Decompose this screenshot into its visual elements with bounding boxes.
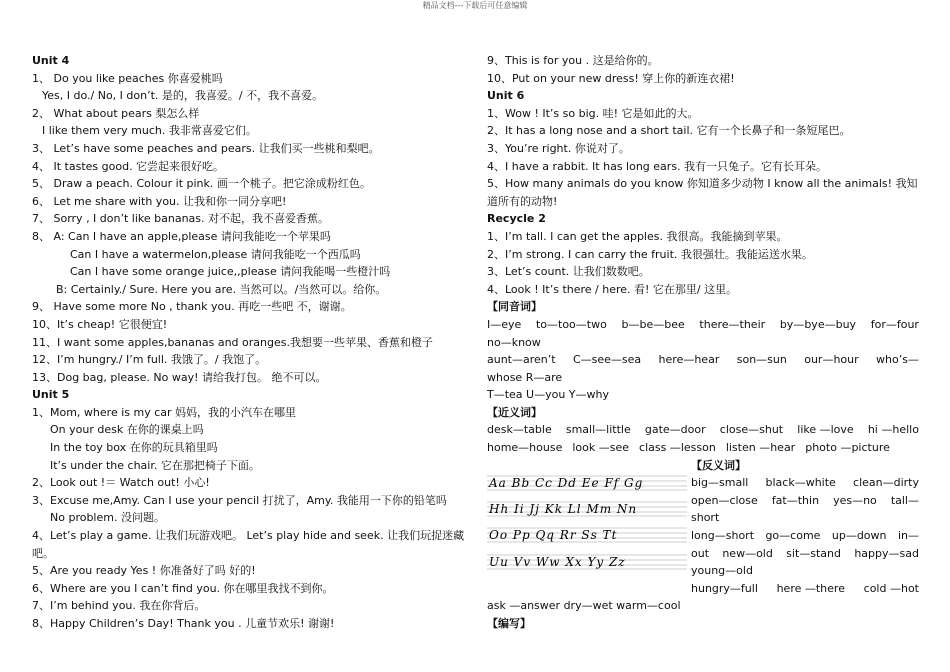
alphabet-row [487, 526, 687, 544]
unit5-line: It’s under the chair. 它在那把椅子下面。 [50, 458, 260, 472]
antonyms-row [691, 527, 919, 545]
word-pair: cold —hot [863, 581, 919, 595]
unit5-line: In the toy box 在你的玩具箱里吗 [50, 441, 218, 455]
unit6-line: 1、Wow ! It’s so big. 哇! 它是如此的大。 [487, 106, 699, 120]
unit6-line: 3、You’re right. 你说对了。 [487, 141, 630, 155]
unit6-line: 4、I have a rabbit. It has long ears. 我有一只兔子。它有长耳朵。 [487, 159, 828, 173]
unit4-line: Can I have some orange juice,,please 请问我能喝一些橙汁吗 [70, 265, 391, 279]
recycle2-line: 2、I’m strong. I can carry the fruit. 我很强壮。我能运送水果。 [487, 247, 813, 261]
unit4-line: 12、I’m hungry./ I’m full. 我饿了。/ 我饱了。 [32, 353, 267, 367]
alphabet-text: Oo Pp Qq Rr Ss Tt [489, 528, 618, 543]
alphabet-text: Uu Vv Ww Xx Yy Zz [489, 555, 626, 570]
unit5-line: 6、Where are you I can’t find you. 你在哪里我找不到你。 [32, 581, 334, 595]
alphabet-text: Aa Bb Cc Dd Ee Ff Gg [489, 476, 644, 491]
word-pair: desk—table [487, 423, 552, 437]
unit6-title: Unit 6 [487, 89, 525, 103]
unit4-line: B: Certainly./ Sure. Here you are. 当然可以。/当然可以。给你。 [56, 282, 387, 296]
word-pair: hungry—full [691, 581, 758, 595]
unit5-title: Unit 5 [32, 388, 70, 402]
antonyms-row [691, 545, 919, 563]
word-pair: fat—thin [771, 493, 820, 507]
word-pair: big—small [691, 476, 749, 490]
unit5-cont-line: 9、This is for you . 这是给你的。 [487, 54, 659, 67]
unit4-line: 2、 What about pears 梨怎么样 [32, 106, 200, 120]
unit5-line: 2、Look out !＝ Watch out! 小心! [32, 476, 210, 490]
unit5-line: 8、Happy Children’s Day! Thank you . 儿童节欢乐! 谢谢! [32, 617, 335, 630]
word-pair: there—their [699, 317, 766, 331]
word-pair: small—little [565, 423, 631, 437]
word-pair: here —there [776, 581, 845, 595]
word-pair: hi —hello [867, 423, 919, 437]
unit4-line: I like them very much. 我非常喜爱它们。 [42, 124, 257, 138]
antonyms-row [691, 474, 919, 492]
synonyms-title: 【近义词】 [487, 405, 542, 419]
unit4-line: Can I have a watermelon,please 请问我能吃一个西瓜吗 [70, 247, 361, 261]
unit4-line: 3、 Let’s have some peaches and pears. 让我们买一些桃和梨吧。 [32, 141, 380, 155]
word-pair: out [691, 546, 710, 560]
unit4-line: 10、It’s cheap! 它很便宜! [32, 317, 168, 331]
word-pair: clean—dirty [853, 476, 919, 490]
unit4-line: 6、 Let me share with you. 让我和你一同分享吧! [32, 194, 287, 208]
right-column [487, 52, 919, 633]
word-pair: sit—stand [786, 546, 841, 560]
word-pair: like —love [797, 423, 854, 437]
recycle2-line: 3、Let’s count. 让我们数数吧。 [487, 265, 650, 279]
alphabet-row [487, 500, 687, 518]
word-pair: for—four [870, 317, 919, 331]
alphabet-text: Hh Ii Jj Kk Ll Mm Nn [489, 501, 638, 516]
synonyms-row [487, 439, 919, 457]
word-pair: up—down [831, 529, 887, 543]
ruled-lines-icon [487, 500, 687, 517]
homophones-row [487, 351, 919, 369]
document-header: 精品文档---下载后可任意编辑 [422, 1, 528, 10]
recycle2-line: 4、Look ! It’s there / here. 看! 它在那里/ 这里。 [487, 282, 738, 296]
word-pair: photo —picture [805, 441, 890, 455]
antonyms-row: short [691, 511, 720, 525]
word-pair: b—be—bee [621, 317, 685, 331]
word-pair: home—house [487, 441, 563, 455]
unit4-line: 9、 Have some more No , thank you. 再吃一些吧 不，谢谢。 [32, 300, 352, 314]
antonyms-row: ask —answer dry—wet warm—cool [487, 599, 681, 613]
word-pair: long—short [691, 529, 755, 543]
unit5-line: 4、Let’s play a game. 让我们玩游戏吧。 Let’s play hide and seek. 让我们玩捉迷藏吧。 [32, 529, 465, 560]
unit4-line: 4、 It tastes good. 它尝起来很好吃。 [32, 159, 225, 173]
word-pair: black—white [765, 476, 836, 490]
homophones-row [487, 316, 919, 334]
word-pair: look —see [572, 441, 630, 455]
antonyms-row [691, 580, 919, 598]
unit4-line: Yes, I do./ No, I don’t. 是的，我喜爱。/ 不，我不喜爱。 [42, 89, 324, 103]
unit4-line: 1、 Do you like peaches 你喜爱桃吗 [32, 71, 223, 85]
unit5-line: On your desk 在你的课桌上吗 [50, 423, 204, 437]
unit5-line: 5、Are you ready Yes ! 你准备好了吗 好的! [32, 564, 256, 578]
synonyms-row [487, 421, 919, 439]
homophones-title: 【同音词】 [487, 300, 542, 314]
word-pair: I—eye [487, 317, 522, 331]
homophones-row: whose R—are [487, 370, 563, 384]
antonyms-row: young—old [691, 564, 753, 578]
word-pair: here—hear [658, 353, 720, 367]
unit4-line: 5、 Draw a peach. Colour it pink. 画一个桃子。把它涂成粉红色。 [32, 177, 371, 191]
homophones-row: T—tea U—you Y—why [487, 388, 609, 402]
homophones-row: no—know [487, 335, 541, 349]
unit4-line: 8、 A: Can I have an apple,please 请问我能吃一个苹果吗 [32, 229, 331, 243]
word-pair: close—shut [719, 423, 784, 437]
word-pair: who’s— [876, 353, 919, 367]
ruled-lines-icon [487, 474, 687, 491]
word-pair: our—hour [804, 353, 859, 367]
unit4-title: Unit 4 [32, 54, 70, 67]
word-pair: new—old [722, 546, 773, 560]
word-pair: gate—door [644, 423, 706, 437]
unit5-line: 3、Excuse me,Amy. Can I use your pencil 打扰了，Amy. 我能用一下你的铅笔吗 [32, 493, 447, 507]
antonyms-block [691, 457, 919, 598]
alphabet-antonyms-block [487, 457, 919, 598]
unit5-line: 1、Mom, where is my car 妈妈，我的小汽车在哪里 [32, 405, 297, 419]
unit6-line: 2、It has a long nose and a short tail. 它有一个长鼻子和一条短尾巴。 [487, 124, 851, 138]
unit6-line: 5、How many animals do you know 你知道多少动物 I know all the animals! 我知道所有的动物! [487, 177, 918, 208]
unit4-line: 11、I want some apples,bananas and oranges.我想要一些苹果、香蕉和橙子 [32, 335, 433, 349]
recycle2-title: Recycle 2 [487, 212, 546, 226]
unit5-line: No problem. 没问题。 [50, 511, 165, 525]
antonyms-row [691, 492, 919, 510]
word-pair: to—too—two [535, 317, 607, 331]
word-pair: go—come [765, 529, 821, 543]
word-pair: class —lesson [639, 441, 716, 455]
word-pair: happy—sad [854, 546, 919, 560]
writing-title: 【编写】 [487, 617, 531, 630]
unit4-line: 13、Dog bag, please. No way! 请给我打包。 绝不可以。 [32, 370, 327, 384]
ruled-lines-icon [487, 553, 687, 570]
ruled-lines-icon [487, 526, 687, 543]
antonyms-title: 【反义词】 [691, 458, 746, 472]
word-pair: son—sun [736, 353, 787, 367]
unit4-line: 7、 Sorry , I don’t like bananas. 对不起，我不喜爱香蕉。 [32, 212, 330, 226]
alphabet-handwriting [487, 457, 687, 598]
alphabet-row [487, 553, 687, 571]
word-pair: open—close [691, 493, 758, 507]
word-pair: aunt—aren’t [487, 353, 556, 367]
word-pair: by—bye—buy [779, 317, 857, 331]
unit5-line: 7、I’m behind you. 我在你背后。 [32, 599, 206, 613]
word-pair: C—see—sea [572, 353, 642, 367]
recycle2-line: 1、I’m tall. I can get the apples. 我很高。我能摘到苹果。 [487, 229, 788, 243]
word-pair: in— [897, 529, 919, 543]
word-pair: yes—no [833, 493, 877, 507]
alphabet-row [487, 474, 687, 492]
word-pair: listen —hear [725, 441, 796, 455]
unit5-cont-line: 10、Put on your new dress! 穿上你的新连衣裙! [487, 71, 735, 85]
word-pair: tall— [890, 493, 919, 507]
left-column [32, 52, 470, 633]
